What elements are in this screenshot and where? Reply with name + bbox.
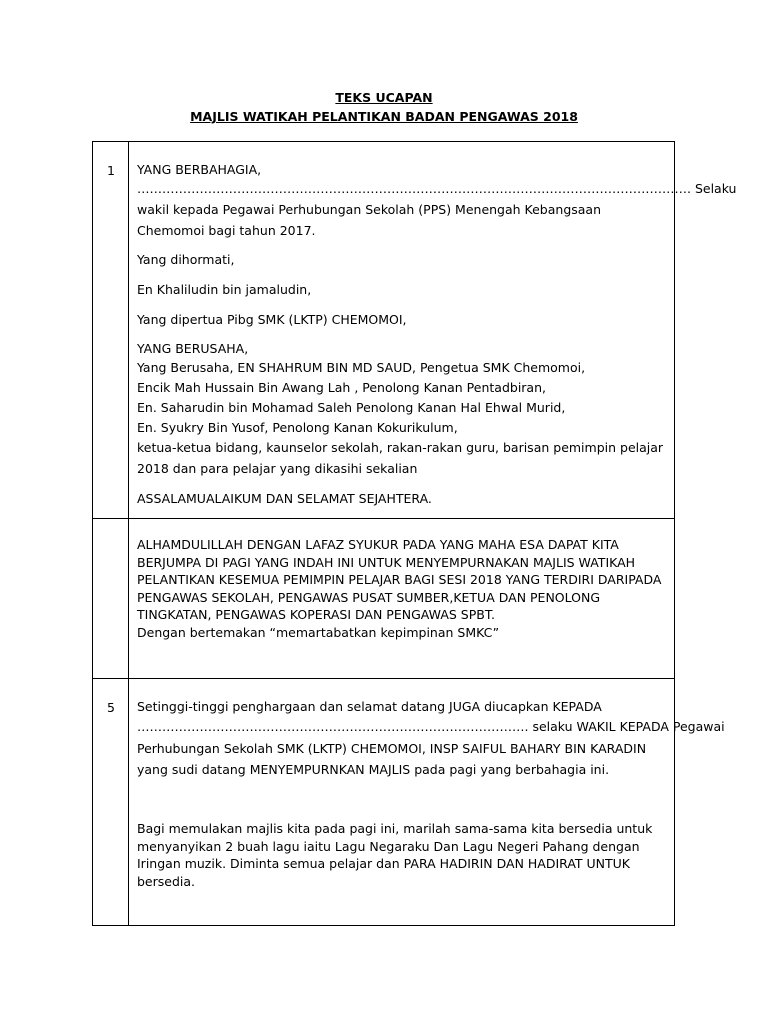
text-line: bersedia. (137, 873, 196, 889)
text-line: En Khaliludin bin jamaludin, (137, 282, 312, 297)
table-row (93, 142, 737, 518)
text-line: Iringan muzik. Diminta semua pelajar dan PARA HADIRIN DAN HADIRAT UNTUK (137, 856, 631, 871)
number-cell (93, 519, 129, 678)
text-line: PENGAWAS SEKOLAH, PENGAWAS PUSAT SUMBER,KETUA DAN PENOLONG (137, 589, 601, 605)
text-line: En. Syukry Bin Yusof, Penolong Kanan Kokurikulum, (137, 420, 458, 435)
text-line: BERJUMPA DI PAGI YANG INDAH INI UNTUK MENYEMPURNAKAN MAJLIS WATIKAH (137, 554, 636, 570)
text-line: TINGKATAN, PENGAWAS KOPERASI DAN PENGAWAS SPBT. (137, 607, 495, 622)
document-subtitle: MAJLIS WATIKAH PELANTIKAN BADAN PENGAWAS 2018 (190, 109, 578, 124)
row-number: 1 (107, 163, 115, 178)
text-line: ketua-ketua bidang, kaunselor sekolah, rakan-rakan guru, barisan pemimpin pelajar (137, 440, 664, 455)
text-line: Encik Mah Hussain Bin Awang Lah , Penolong Kanan Pentadbiran, (137, 380, 546, 395)
text-line: wakil kepada Pegawai Perhubungan Sekolah (PPS) Menengah Kebangsaan (137, 202, 602, 217)
speech-table (92, 141, 737, 926)
document-title: TEKS UCAPAN (335, 90, 433, 105)
text-line: YANG BERUSAHA, (137, 341, 249, 356)
text-line: Dengan bertemakan “memartabatkan kepimpinan SMKC” (137, 624, 500, 640)
text-line: Setinggi-tinggi penghargaan dan selamat datang JUGA diucapkan KEPADA (137, 699, 602, 714)
table-row (93, 518, 674, 678)
text-line: …………………………………………………………………………………. selaku WAKIL KEPADA Pegawai (137, 719, 725, 734)
content-cell (137, 536, 666, 641)
text-line: PELANTIKAN KESEMUA PEMIMPIN PELAJAR BAGI SESI 2018 YANG TERDIRI DARIPADA (137, 572, 662, 587)
content-cell (137, 160, 737, 509)
text-line: En. Saharudin bin Mohamad Saleh Penolong Kanan Hal Ehwal Murid, (137, 400, 566, 415)
text-line: yang sudi datang MENYEMPURNKAN MAJLIS pada pagi yang berbahagia ini. (137, 762, 610, 777)
text-line: Yang Berusaha, EN SHAHRUM BIN MD SAUD, Pengetua SMK Chemomoi, (137, 360, 586, 375)
text-line: Bagi memulakan majlis kita pada pagi ini, marilah sama-sama kita bersedia untuk (137, 821, 653, 836)
content-cell (137, 697, 725, 890)
text-line: 2018 dan para pelajar yang dikasihi sekalian (137, 461, 418, 476)
text-line: Perhubungan Sekolah SMK (LKTP) CHEMOMOI, INSP SAIFUL BAHARY BIN KARADIN (137, 741, 647, 756)
number-cell (93, 679, 129, 926)
table-row (93, 678, 725, 926)
row-number: 5 (107, 700, 115, 715)
text-line: ……………………………………………………………………………………………………………………. Selaku (137, 181, 737, 196)
text-line: YANG BERBAHAGIA, (137, 162, 262, 177)
number-cell (93, 142, 129, 518)
text-line: Yang dihormati, (137, 252, 235, 267)
text-line: Yang dipertua Pibg SMK (LKTP) CHEMOMOI, (137, 312, 407, 327)
text-line: ALHAMDULILLAH DENGAN LAFAZ SYUKUR PADA YANG MAHA ESA DAPAT KITA (137, 537, 619, 552)
text-line: menyanyikan 2 buah lagu iaitu Lagu Negaraku Dan Lagu Negeri Pahang dengan (137, 838, 640, 854)
text-line: ASSALAMUALAIKUM DAN SELAMAT SEJAHTERA. (137, 491, 432, 506)
text-line: Chemomoi bagi tahun 2017. (137, 223, 316, 238)
